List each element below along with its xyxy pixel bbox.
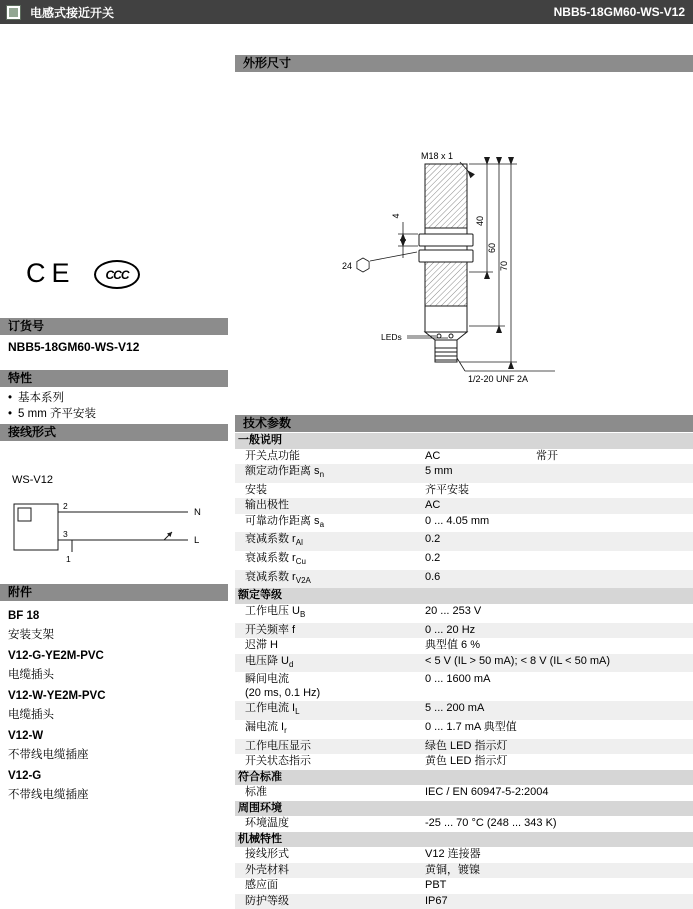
tech-row-label: 开关频率 f bbox=[245, 623, 296, 636]
tech-row bbox=[235, 514, 693, 533]
tech-row-value: IP67 bbox=[425, 894, 448, 907]
feature-item: • 基本系列 bbox=[8, 390, 96, 406]
tech-row-label: 电压降 $U_d$ bbox=[245, 654, 294, 669]
tech-row bbox=[235, 654, 693, 673]
tech-group-header: 额定等级 bbox=[235, 588, 693, 604]
tech-row bbox=[235, 464, 693, 483]
tech-row bbox=[235, 570, 693, 589]
dim-40-label: 40 bbox=[475, 215, 485, 227]
features-list bbox=[8, 390, 96, 422]
wiring-terminal-2: 2 bbox=[63, 501, 68, 511]
tech-row-value: 典型值 6 % bbox=[425, 639, 481, 652]
tech-row-label: 标准 bbox=[245, 786, 267, 799]
tech-row-value: -25 ... 70 °C (248 ... 343 K) bbox=[425, 817, 557, 830]
tech-row-label: 环境温度 bbox=[245, 817, 289, 830]
product-category-icon bbox=[6, 5, 21, 20]
tech-row-label: 工作电流 $I_L$ bbox=[245, 702, 300, 717]
tech-row-value: 0 ... 20 Hz bbox=[425, 623, 476, 636]
tech-row-label: 开关状态指示 bbox=[245, 755, 311, 768]
tech-row bbox=[235, 894, 693, 909]
tech-row-value: 0 ... 1600 mA bbox=[425, 673, 491, 686]
tech-row bbox=[235, 532, 693, 551]
section-header-technical-data: 技术参数 bbox=[235, 415, 693, 432]
tech-group-header: 符合标准 bbox=[235, 770, 693, 786]
tech-row-label: 开关点功能 bbox=[245, 449, 300, 462]
tech-row-label: 漏电流 $I_r$ bbox=[245, 721, 287, 736]
leds-label: LEDs bbox=[381, 332, 402, 342]
tech-row-value: < 5 V (IL > 50 mA); < 8 V (IL < 50 mA) bbox=[425, 654, 611, 667]
accessory-description: 不带线电缆插座 bbox=[8, 749, 89, 761]
order-number: NBB5-18GM60-WS-V12 bbox=[8, 340, 140, 354]
accessory-name: V12-G-YE2M-PVC bbox=[8, 650, 104, 662]
tech-row bbox=[235, 498, 693, 514]
tech-row-value: 齐平安装 bbox=[425, 483, 469, 496]
wiring-neutral-label: N bbox=[194, 507, 201, 518]
tech-row-label: 工作电压 $U_B$ bbox=[245, 604, 306, 620]
model-number-title: NBB5-18GM60-WS-V12 bbox=[553, 5, 685, 19]
wrench-size-label: 24 bbox=[342, 261, 353, 271]
accessory-name: BF 18 bbox=[8, 610, 40, 622]
accessory-name: V12-W bbox=[8, 730, 44, 742]
tech-row-value: 0 ... 4.05 mm bbox=[425, 514, 490, 527]
tech-row-label: 瞬间电流 (20 ms, 0.1 Hz) bbox=[245, 673, 321, 699]
thread-size-label: M18 x 1 bbox=[421, 151, 454, 161]
tech-row-value: 黄色 LED 指示灯 bbox=[425, 755, 508, 768]
tech-group-header: 一般说明 bbox=[235, 433, 693, 449]
accessory-description: 电缆插头 bbox=[8, 669, 54, 681]
tech-row-value: 0.2 bbox=[425, 552, 441, 565]
tech-row-label: 额定动作距离 $s_n$ bbox=[245, 465, 325, 480]
accessory-description: 不带线电缆插座 bbox=[8, 789, 89, 801]
technical-data-table bbox=[235, 433, 693, 909]
feature-item: • 5 mm 齐平安装 bbox=[8, 406, 96, 422]
tech-group-header: 机械特性 bbox=[235, 832, 693, 848]
tech-row-value: 20 ... 253 V bbox=[425, 604, 482, 617]
tech-row bbox=[235, 863, 693, 879]
product-family-title: 电感式接近开关 bbox=[30, 5, 115, 20]
section-header-accessories: 附件 bbox=[0, 584, 228, 601]
ce-mark: CE bbox=[26, 258, 76, 288]
tech-row-value: 绿色 LED 指示灯 bbox=[425, 739, 508, 752]
tech-row-label: 工作电压显示 bbox=[245, 739, 311, 752]
tech-row bbox=[235, 847, 693, 863]
tech-row-value2: 常开 bbox=[536, 449, 558, 462]
accessory-description: 安装支架 bbox=[8, 629, 54, 641]
wiring-terminal-3: 3 bbox=[63, 529, 68, 539]
tech-row-value: 5 ... 200 mA bbox=[425, 702, 485, 715]
section-header-order-number: 订货号 bbox=[0, 318, 228, 335]
tech-row bbox=[235, 816, 693, 832]
tech-row-label: 输出极性 bbox=[245, 499, 289, 512]
sensor-body-outline bbox=[419, 164, 473, 362]
wiring-diagram bbox=[6, 490, 216, 580]
tech-row-label: 衰减系数 $r_{Al}$ bbox=[245, 533, 303, 548]
tech-row-label: 安装 bbox=[245, 483, 267, 496]
tech-row bbox=[235, 449, 693, 465]
section-header-connection: 接线形式 bbox=[0, 424, 228, 441]
tech-row-label: 防护等级 bbox=[245, 894, 289, 907]
dim-70-label: 70 bbox=[499, 260, 509, 272]
tech-row bbox=[235, 754, 693, 770]
tech-row bbox=[235, 672, 693, 701]
title-bar bbox=[0, 0, 693, 24]
ccc-mark bbox=[94, 260, 140, 289]
tech-row-value: 0 ... 1.7 mA 典型值 bbox=[425, 721, 517, 733]
tech-row bbox=[235, 739, 693, 755]
dimension-drawing bbox=[235, 76, 693, 411]
wiring-diagram-lines bbox=[14, 504, 188, 552]
tech-row-label: 衰减系数 $r_{Cu}$ bbox=[245, 552, 306, 567]
accessories-list bbox=[8, 602, 223, 802]
section-header-dimensions: 外形尺寸 bbox=[235, 55, 693, 72]
tech-row-label: 迟滞 H bbox=[245, 639, 278, 652]
tech-row-value: V12 连接器 bbox=[425, 848, 481, 861]
section-header-features: 特性 bbox=[0, 370, 228, 387]
tech-row bbox=[235, 623, 693, 639]
tech-row-value: IEC / EN 60947-5-2:2004 bbox=[425, 786, 549, 799]
tech-row bbox=[235, 483, 693, 499]
tech-row bbox=[235, 701, 693, 720]
tech-row-value: 5 mm bbox=[425, 465, 453, 477]
tech-row-label: 衰减系数 $r_{V2A}$ bbox=[245, 570, 311, 585]
accessory-description: 电缆插头 bbox=[8, 709, 54, 721]
accessory-name: V12-G bbox=[8, 770, 42, 782]
connection-diagram-label: WS-V12 bbox=[12, 474, 53, 486]
tech-row-label: 感应面 bbox=[245, 879, 278, 892]
accessory-name: V12-W-YE2M-PVC bbox=[8, 690, 106, 702]
dim-60-label: 60 bbox=[487, 242, 497, 254]
tech-row-label: 外壳材料 bbox=[245, 863, 289, 876]
connector-thread-label: 1/2-20 UNF 2A bbox=[468, 374, 529, 384]
tech-row-value: 黄铜，镀镍 bbox=[425, 863, 480, 876]
tech-row-label: 接线形式 bbox=[245, 848, 289, 861]
ccc-mark-text: CCC bbox=[105, 267, 129, 282]
tech-row bbox=[235, 604, 693, 623]
tech-row-value: 0.2 bbox=[425, 533, 441, 546]
tech-row bbox=[235, 720, 693, 739]
dim-4-label: 4 bbox=[391, 213, 401, 219]
tech-row bbox=[235, 638, 693, 654]
wiring-line-label: L bbox=[194, 535, 200, 546]
tech-row-value: AC bbox=[425, 449, 441, 462]
tech-row-value: PBT bbox=[425, 879, 447, 892]
tech-group-header: 周围环境 bbox=[235, 801, 693, 817]
tech-row-label: 可靠动作距离 $s_a$ bbox=[245, 514, 325, 529]
tech-row bbox=[235, 551, 693, 570]
wiring-terminal-1: 1 bbox=[66, 554, 71, 564]
tech-row-value: 0.6 bbox=[425, 570, 441, 583]
tech-row bbox=[235, 785, 693, 801]
tech-row-value: AC bbox=[425, 499, 441, 512]
